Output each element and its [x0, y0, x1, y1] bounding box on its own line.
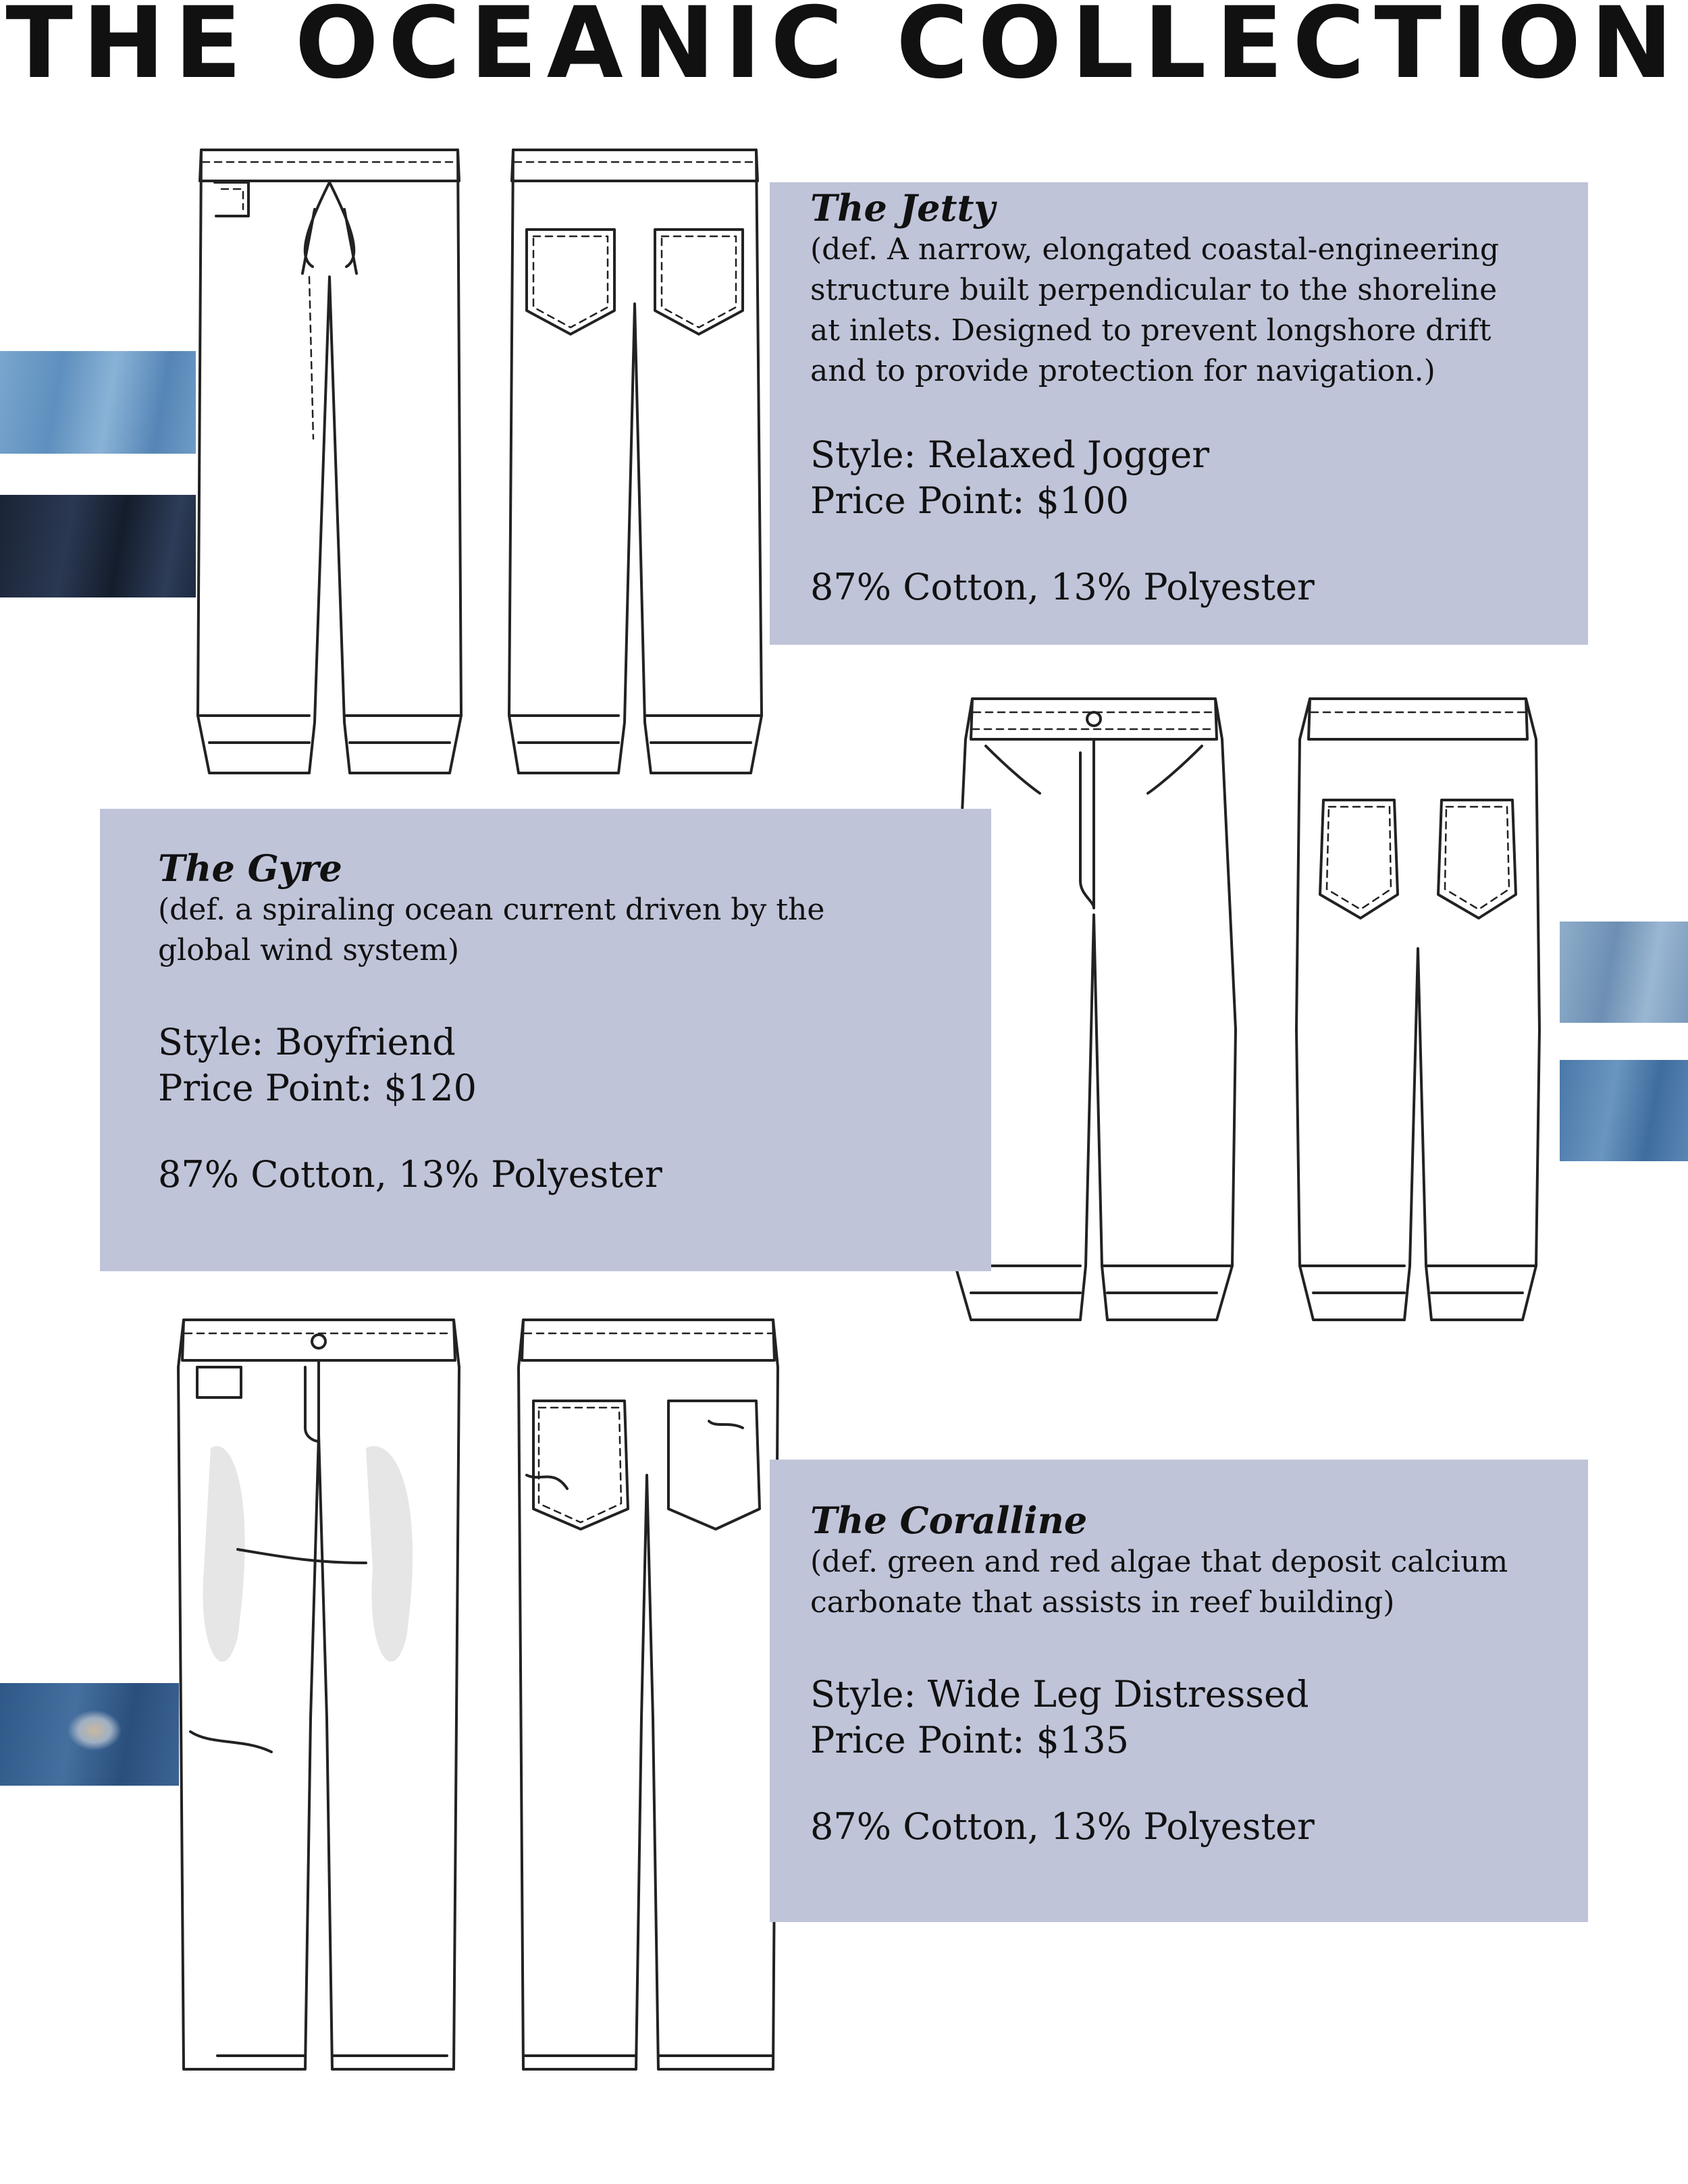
jetty-price: Price Point: $100: [810, 479, 1129, 522]
gyre-definition-line: global wind system): [158, 933, 460, 967]
coralline-name: The Coralline: [810, 1499, 1088, 1542]
gyre-name: The Gyre: [158, 847, 342, 890]
jetty-style: Style: Relaxed Jogger: [810, 433, 1210, 476]
jetty-definition-line: at inlets. Designed to prevent longshore drift: [810, 313, 1492, 348]
mid-blue-denim-swatch: [1560, 1060, 1688, 1161]
dark-wash-denim-swatch: [0, 495, 196, 597]
gyre-info-panel: [100, 809, 991, 1271]
coralline-definition-line: (def. green and red algae that deposit calcium: [810, 1545, 1508, 1579]
jetty-front-sketch: [194, 142, 465, 776]
coralline-back-sketch: [513, 1313, 783, 2076]
coralline-front-sketch: [177, 1313, 460, 2076]
coralline-material: 87% Cotton, 13% Polyester: [810, 1805, 1315, 1848]
coralline-style: Style: Wide Leg Distressed: [810, 1673, 1309, 1715]
coralline-definition-line: carbonate that assists in reef building): [810, 1585, 1395, 1620]
jetty-definition-line: structure built perpendicular to the shoreline: [810, 273, 1498, 307]
medium-wash-denim-swatch: [1560, 922, 1688, 1023]
coralline-info-panel: [770, 1460, 1588, 1922]
jetty-name: The Jetty: [810, 186, 995, 230]
jetty-back-sketch: [506, 142, 763, 776]
light-wash-denim-swatch: [0, 351, 196, 454]
jetty-material: 87% Cotton, 13% Polyester: [810, 566, 1315, 608]
jetty-definition-line: (def. A narrow, elongated coastal-engineering: [810, 232, 1500, 267]
gyre-style: Style: Boyfriend: [158, 1021, 456, 1063]
jetty-definition-line: and to provide protection for navigation.): [810, 354, 1435, 388]
distressed-denim-swatch: [0, 1683, 179, 1786]
gyre-back-sketch: [1290, 692, 1546, 1323]
gyre-definition-line: (def. a spiraling ocean current driven by the: [158, 893, 825, 927]
gyre-material: 87% Cotton, 13% Polyester: [158, 1153, 662, 1196]
page-title: THE OCEANIC COLLECTION: [5, 0, 1683, 101]
coralline-price: Price Point: $135: [810, 1719, 1129, 1761]
jetty-info-panel: [770, 182, 1588, 645]
gyre-price: Price Point: $120: [158, 1067, 477, 1109]
